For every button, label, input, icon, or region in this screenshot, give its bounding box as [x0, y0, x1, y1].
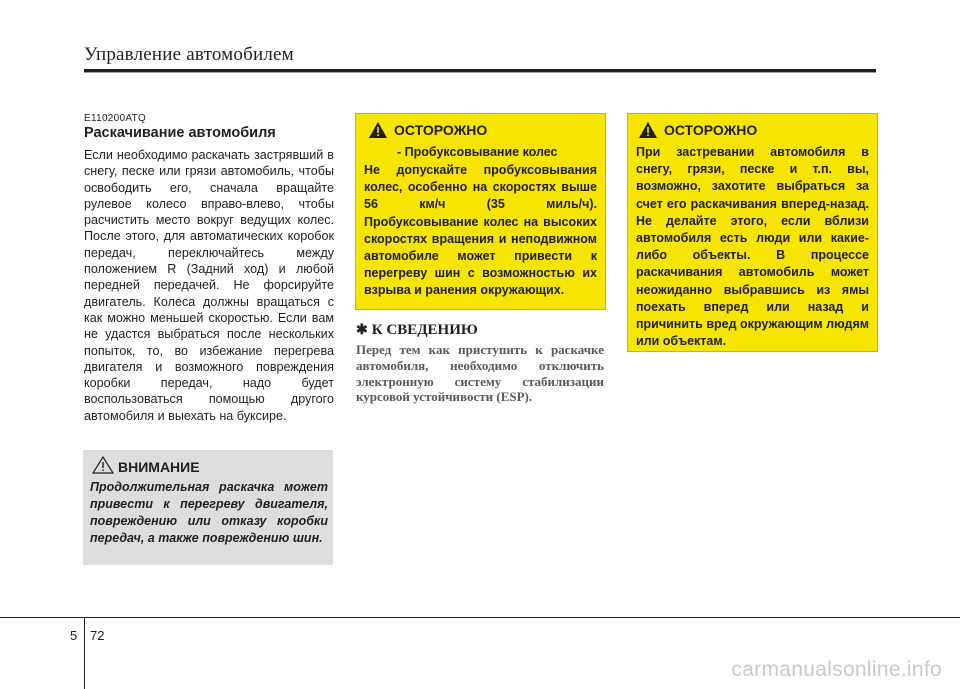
- header-rule-shadow: [84, 72, 876, 73]
- section-body: Если необходимо раскачать застрявший в снегу, песке или грязи автомобиль, чтобы освободить его, сначала вращайте рулевое колесо вправо-влево, чтобы расчистить место вокруг ведущих колес. После этого, для автоматических коробок передач, переключайтесь между положением R (Задний ход) и любой передней передачей. Не форсируйте двигатель. Колеса должны вращаться с как можно меньшей скоростью. Если вам не удастся выбраться после нескольких попыток, то, во избежание перегрева двигателя и возможного повреждения коробки передач, надо будет воспользоваться помощью другого автомобиля и выехать на буксире.: [84, 148, 334, 423]
- warning-text-2: При застревании автомобиля в снегу, грязи, песке и т.п. вы, возможно, захотите выбраться за счет его раскачивания вперед-назад. Не делайте этого, если вблизи автомобиля есть люди или какие-либо объекты. В процессе раскачивания автомобиль может неожиданно выбравшись из ямы поехать вперед или назад и причинить вред окружающим людям или объектам.: [636, 145, 869, 349]
- chapter-number: 5: [70, 628, 78, 643]
- warning-triangle-icon: [638, 121, 658, 139]
- watermark: carmanualsonline.info: [731, 658, 942, 681]
- info-title: К СВЕДЕНИЮ: [371, 322, 478, 338]
- notice-text: Продолжительная раскачка может привести к перегреву двигателя, повреждению или отказу коробки передач, а также повреждению шин.: [90, 480, 328, 545]
- notice-label: ВНИМАНИЕ: [118, 459, 200, 475]
- info-text: Перед тем как приступить к раскачке автомобиля, необходимо отключить электронную систему стабилизации курсовой устойчивости (ESP).: [356, 342, 604, 405]
- info-heading: [356, 322, 478, 339]
- info-star-icon: ✱: [356, 323, 368, 338]
- warning-header-1: [368, 121, 487, 139]
- section-title: Раскачивание автомобиля: [84, 125, 276, 141]
- warning-triangle-icon: [368, 121, 388, 139]
- warning-text-1: Не допускайте пробуксовывания колес, особенно на скоростях выше 56 км/ч (35 миль/ч). Пробуксовывание колес на высоких скоростях вращения и неподвижном автомобиле может привести к перегреву шин с возможностью их взрыва и ранения окружающих.: [364, 163, 597, 298]
- footer-rule: [0, 617, 960, 618]
- caution-triangle-icon: [92, 456, 114, 474]
- warning-header-2: [638, 121, 757, 139]
- page-header-title: Управление автомобилем: [84, 44, 294, 65]
- warning-subtitle-1: - Пробуксовывание колес: [397, 145, 558, 159]
- notice-header: [92, 455, 200, 475]
- section-code: E110200ATQ: [84, 113, 147, 124]
- warning-label-2: ОСТОРОЖНО: [664, 122, 758, 138]
- footer-divider: [84, 617, 85, 689]
- page-number: 72: [90, 628, 105, 643]
- warning-label-1: ОСТОРОЖНО: [394, 122, 488, 138]
